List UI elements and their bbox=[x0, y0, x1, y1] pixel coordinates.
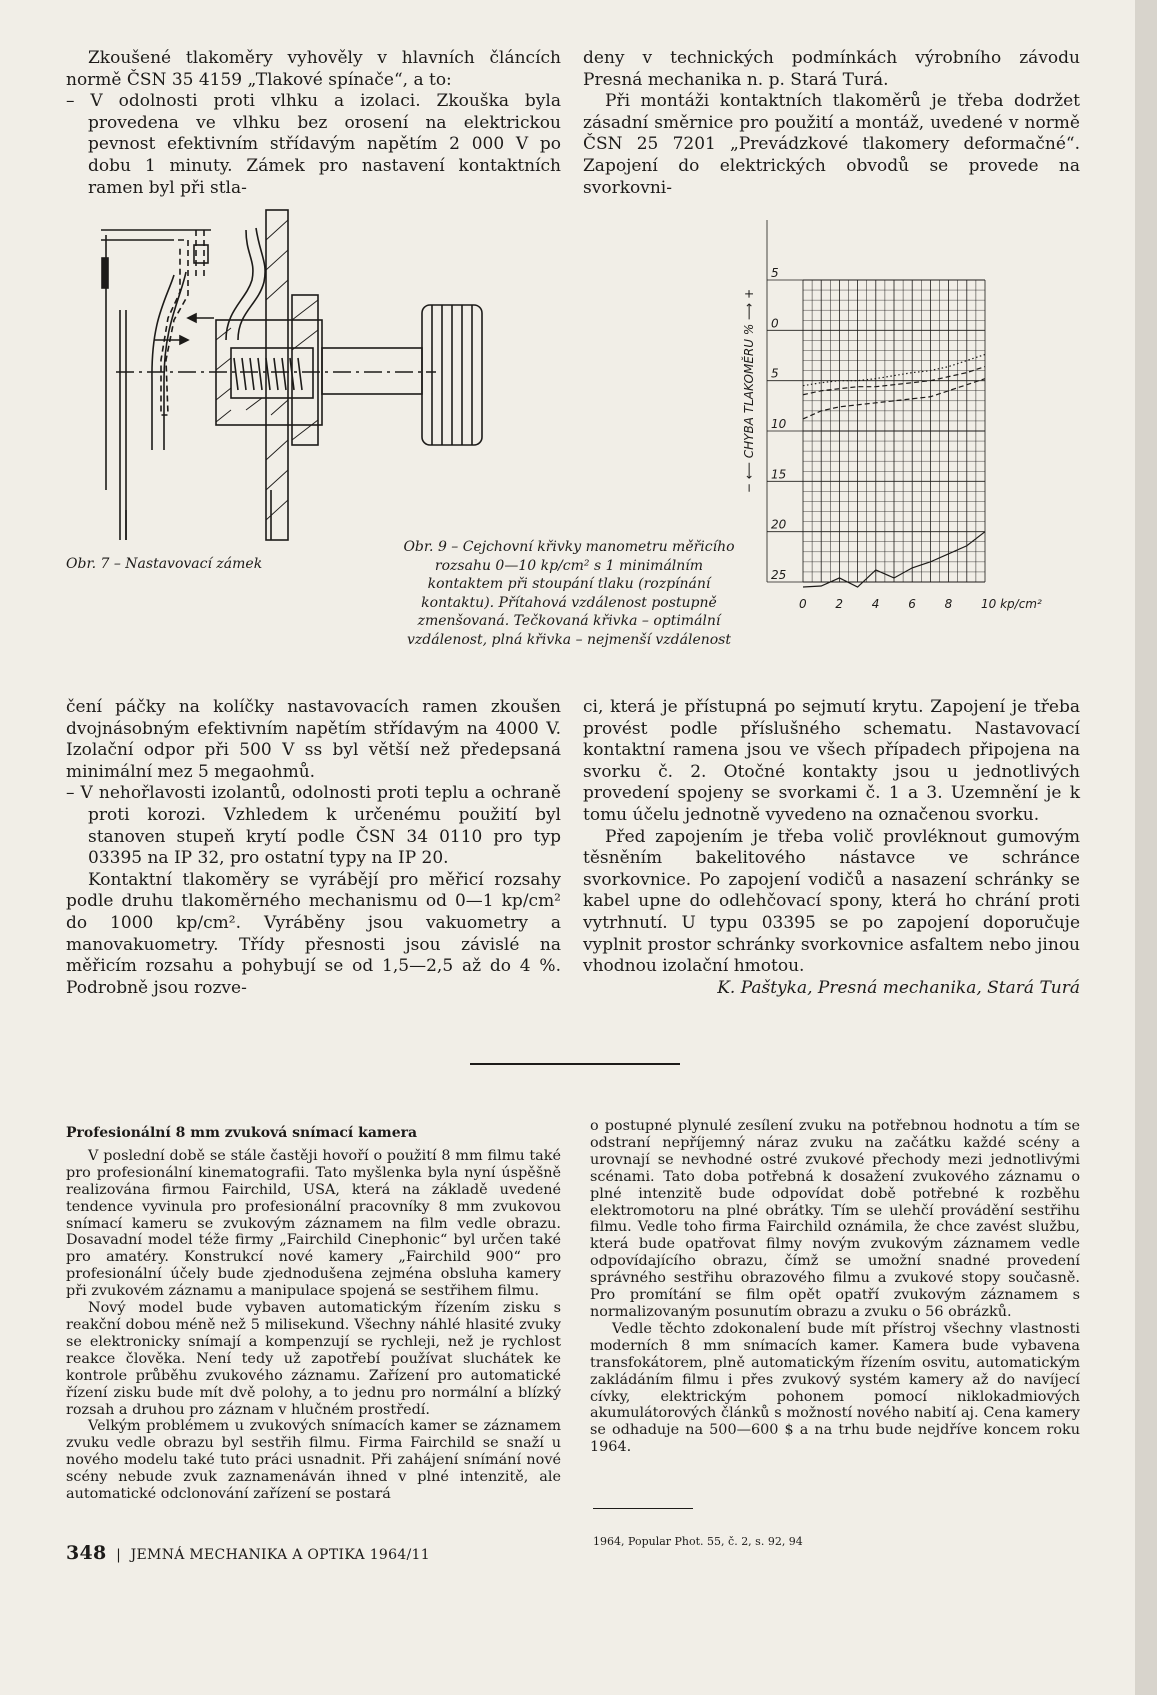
figure-7-caption: Obr. 7 – Nastavovací zámek bbox=[66, 556, 263, 572]
paragraph: Velkým problémem u zvukových snímacích kamer se záznamem zvuku vedle obrazu byl sestřih filmu. Firma Fairchild se snaží u nového modelu také tuto práci usnadnit. Při zahájení snímání nové scény nebude zvuk zaznamenáván ihned v plné intenzitě, ale automatické odclonování zařízení se postará bbox=[66, 1418, 561, 1503]
y-tick-label: 10 bbox=[771, 417, 787, 431]
page-number: 348 bbox=[66, 1542, 107, 1564]
x-tick-label: 8 bbox=[944, 597, 953, 611]
paragraph: V poslední době se stále častěji hovoří o použití 8 mm filmu také pro profesionální kinematografii. Tato myšlenka byla nyní úspěšně realizována firmou Fairchild, USA, která na základě uvedené tendence vyvinula pro profesionální pracovníky 8 mm zvukovou snímací kameru se zvukovým záznamem na film vedle obrazu. Dosavadní model téže firmy „Fairchild Cinephonic“ byl určen také pro amatéry. Konstrukcí nové kamery „Fairchild 900“ pro profesionální účely bude zjednodušena zejména obsluha kamery při zvukovém záznamu a manipulace spojená se sestřihem filmu. bbox=[66, 1147, 561, 1300]
y-tick-label: 15 bbox=[771, 467, 787, 482]
paragraph: o postupné plynulé zesílení zvuku na potřebnou hodnotu a tím se odstraní nepříjemný náraz zvuku na začátku každé scény a urovnají se nevhodné ostré zvukové přechody mezi jednotlivými scénami. Tato doba potřebná k dosažení zvukového záznamu o plné intenzitě bude odpovídat době potřebné k rozběhu elektromotoru na plné obrátky. Tím se ulehčí provádění sestřihu filmu. Vedle toho firma Fairchild oznámila, že chce zavést službu, která bude opatřovat filmy novým zvukovým záznamem vedle odpovídajícího obrazu, čímž se umožní snadné provedení správného sestřihu obrazového filmu a zvukové stopy současně. Pro promítání se film opět opatří zvukovým záznamem s normalizovaným posunutím obrazu a zvuku o 56 obrázků. bbox=[590, 1118, 1080, 1320]
y-tick-label: 5 bbox=[771, 366, 779, 381]
x-tick-label: 4 bbox=[871, 597, 880, 611]
page-edge bbox=[1135, 0, 1157, 1695]
footer-separator: | bbox=[111, 1547, 126, 1563]
x-tick-label: 10 kp/cm² bbox=[981, 597, 1042, 611]
mid-right-column bbox=[583, 697, 1080, 999]
section-divider bbox=[470, 1063, 680, 1065]
x-tick-label: 0 bbox=[799, 597, 807, 611]
y-tick-label: 5 bbox=[771, 266, 779, 280]
article2-right-column bbox=[590, 1118, 1080, 1456]
paragraph: deny v technických podmínkách výrobního závodu Presná mechanika n. p. Stará Turá. bbox=[583, 48, 1080, 90]
article2-left-column bbox=[66, 1125, 561, 1503]
article2-title: Profesionální 8 mm zvuková snímací kamera bbox=[66, 1125, 418, 1141]
y-tick-label: 25 bbox=[771, 568, 787, 582]
paragraph: Kontaktní tlakoměry se vyrábějí pro měřicí rozsahy podle druhu tlakoměrného mechanismu od 0—1 kp/cm² do 1000 kp/cm². Vyráběny jsou vakuometry a manovakuometry. Třídy přesnosti jsou závislé na měřicím rozsahu a pohybují se od 1,5—2,5 až do 4 %. Podrobně jsou rozve- bbox=[66, 869, 561, 998]
figure-9-chart bbox=[740, 200, 1070, 640]
top-right-column bbox=[583, 48, 1080, 199]
figure-9-caption: Obr. 9 – Cejchovní křivky manometru měřicího rozsahu 0—10 kp/cm² s 1 minimálním kontaktem při stoupání tlaku (rozpínání kontaktu). Přítahová vzdálenost postupně zmenšovaná. Tečkovaná křivka – optimální vzdálenost, plná křivka – nejmenší vzdálenost bbox=[403, 539, 735, 648]
paragraph: Vedle těchto zdokonalení bude mít přístroj všechny vlastnosti moderních 8 mm snímacích kamer. Kamera bude vybavena transfokátorem, plně automatickým řízením osvitu, automatickým zakládáním filmu i přes zvukový systém kamery až do navíjecí cívky, elektrickým pohonem pomocí niklokadmiových akumulátorových článků s možností nového nabití aj. Cena kamery se odhaduje na 500—600 $ a na trhu bude nejdříve koncem roku 1964. bbox=[590, 1320, 1080, 1456]
signature: K. Paštyka, Presná mechanika, Stará Turá bbox=[717, 977, 1080, 998]
mid-left-column bbox=[66, 697, 561, 999]
journal-name: JEMNÁ MECHANIKA A OPTIKA 1964/11 bbox=[130, 1547, 430, 1563]
paragraph: Při montáži kontaktních tlakoměrů je třeba dodržet zásadní směrnice pro použití a montáž, uvedené v normě ČSN 25 7201 „Prevádzkové tlakomery deformačné“. Zapojení do elektrických obvodů se provede na svorkovni- bbox=[583, 91, 1080, 198]
paragraph: – V nehořlavosti izolantů, odolnosti proti teplu a ochraně proti korozi. Vzhledem k určenému použití byl stanoven stupeň krytí podle ČSN 34 0110 pro typ 03395 na IP 32, pro ostatní typy na IP 20. bbox=[66, 783, 561, 869]
paragraph: – V odolnosti proti vlhku a izolaci. Zkouška byla provedena ve vlhku bez orosení na elektrickou pevnost efektivním střídavým napětím 2 000 V po dobu 1 minuty. Zámek pro nastavení kontaktních ramen byl při stla- bbox=[66, 91, 561, 198]
y-tick-label: 0 bbox=[771, 316, 779, 331]
reference-rule bbox=[593, 1508, 693, 1509]
x-tick-label: 2 bbox=[835, 597, 844, 611]
reference-note: 1964, Popular Phot. 55, č. 2, s. 92, 94 bbox=[593, 1535, 803, 1548]
paragraph: Zkoušené tlakoměry vyhověly v hlavních článcích normě ČSN 35 4159 „Tlakové spínače“, a to: bbox=[66, 48, 561, 90]
figure-7-drawing bbox=[96, 200, 546, 545]
y-axis-label: − ⟵ CHYBA TLAKOMĚRU % ⟶ + bbox=[742, 288, 756, 494]
top-left-column bbox=[66, 48, 561, 199]
paragraph: Před zapojením je třeba volič provléknout gumovým těsněním bakelitového nástavce ve schránce svorkovnice. Po zapojení vodičů a nasazení schránky se kabel upne do odlehčovací spony, která ho chrání proti vytrhnutí. U typu 03395 se po zapojení doporučuje vyplnit prostor schránky svorkovnice asfaltem nebo jinou vhodnou izolační hmotou. bbox=[583, 826, 1080, 977]
paragraph: čení páčky na kolíčky nastavovacích ramen zkoušen dvojnásobným efektivním napětím střídavým na 4000 V. Izolační odpor při 500 V ss byl větší než předepsaná minimální mez 5 megaohmů. bbox=[66, 697, 561, 782]
page-footer bbox=[66, 1542, 430, 1564]
y-tick-label: 20 bbox=[771, 517, 787, 532]
paragraph: ci, která je přístupná po sejmutí krytu. Zapojení je třeba provést podle příslušného schematu. Nastavovací kontaktní ramena jsou ve všech případech připojena na svorku č. 2. Otočné kontakty jsou u jednotlivých provedení spojeny se svorkami č. 1 a 3. Uzemnění je k tomu účelu jednotně vyvedeno na označenou svorku. bbox=[583, 697, 1080, 825]
paragraph: Nový model bude vybaven automatickým řízením zisku s reakční dobou méně než 5 milisekund. Všechny náhlé hlasité zvuky se elektronicky snímají a kompenzují se rychleji, než je rychlost reakce člověka. Není tedy už zapotřebí používat sluchátek ke kontrole průběhu zvukového záznamu. Zařízení pro automatické řízení zisku bude mít dvě polohy, a to jednu pro normální a blízký rozsah a druhou pro záznam v hlučném prostředí. bbox=[66, 1300, 561, 1418]
x-tick-label: 6 bbox=[908, 597, 916, 611]
